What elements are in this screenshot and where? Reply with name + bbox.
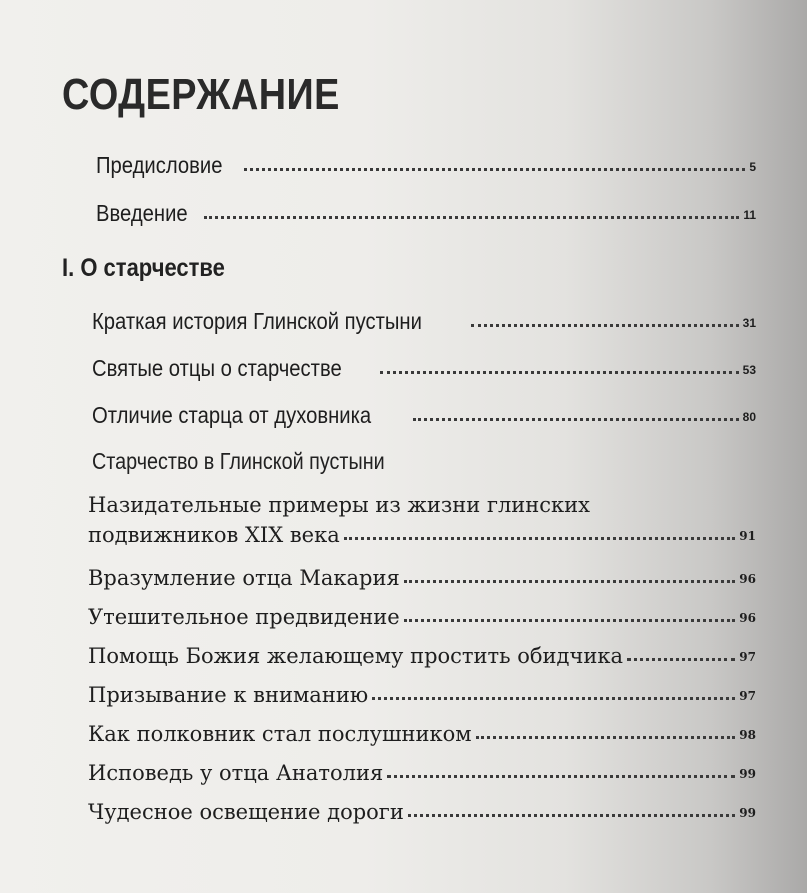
leader-dots — [476, 736, 736, 739]
toc-entry — [92, 355, 756, 382]
page-title: СОДЕРЖАНИЕ — [62, 70, 340, 119]
toc-entry-page: 80 — [742, 410, 756, 424]
leader-dots — [380, 371, 739, 374]
toc-entry-line2 — [88, 523, 756, 547]
toc-entry — [92, 402, 756, 429]
leader-dots — [204, 216, 739, 219]
toc-entry-page: 53 — [742, 363, 756, 377]
toc-entry — [88, 644, 756, 668]
leader-dots — [372, 697, 735, 700]
toc-entry — [88, 722, 756, 746]
leader-dots — [471, 324, 739, 327]
toc-entry-title: Краткая история Глинской пустыни — [92, 308, 422, 334]
leader-dots — [413, 418, 738, 421]
toc-entry — [88, 566, 756, 590]
leader-dots — [404, 580, 736, 583]
leader-dots — [387, 775, 735, 778]
toc-entry-page: 5 — [749, 160, 756, 174]
toc-entry-title: Святые отцы о старчестве — [92, 355, 342, 381]
toc-entry-preface — [96, 152, 756, 179]
leader-dots — [404, 619, 736, 622]
toc-entry-page: 99 — [739, 806, 756, 820]
toc-entry-page: 96 — [739, 611, 756, 625]
toc-entry-title-line1: Назидательные примеры из жизни глинских — [88, 493, 591, 517]
toc-entry-introduction — [96, 200, 756, 227]
leader-dots — [244, 168, 746, 171]
subsection-heading: Старчество в Глинской пустыни — [92, 448, 385, 474]
toc-entry-title: Вразумление отца Макария — [88, 566, 400, 590]
toc-entry-multiline — [88, 493, 756, 547]
toc-entry-page: 11 — [743, 208, 756, 222]
toc-entry-page: 99 — [739, 767, 756, 781]
section-heading: I. О старчестве — [62, 254, 225, 282]
toc-entry-title: Помощь Божия желающему простить обидчика — [88, 644, 624, 668]
toc-entry-page: 91 — [739, 529, 756, 543]
toc-entry — [88, 761, 756, 785]
toc-entry-title: Отличие старца от духовника — [92, 402, 372, 428]
toc-entry-title: Призывание к вниманию — [88, 683, 369, 707]
toc-entry — [88, 800, 756, 824]
toc-entry-title-line2: подвижников XIX века — [88, 523, 340, 547]
toc-entry-page: 96 — [739, 572, 756, 586]
toc-entry-page: 97 — [739, 650, 756, 664]
toc-entry-title: Как полковник стал послушником — [88, 722, 472, 746]
toc-entry-title: Утешительное предвидение — [88, 605, 400, 629]
toc-entry-page: 97 — [739, 689, 756, 703]
toc-entry — [92, 308, 756, 335]
toc-entry — [88, 683, 756, 707]
toc-entry-title: Чудесное освещение дороги — [88, 800, 404, 824]
toc-entry-title: Исповедь у отца Анатолия — [88, 761, 384, 785]
toc-entry — [88, 605, 756, 629]
toc-entry-page: 98 — [739, 728, 756, 742]
leader-dots — [408, 814, 735, 817]
toc-entry-title: Предисловие — [96, 152, 223, 178]
toc-entry-title: Введение — [96, 200, 188, 226]
toc-entry-page: 31 — [742, 316, 756, 330]
leader-dots — [344, 537, 736, 540]
leader-dots — [627, 658, 735, 661]
